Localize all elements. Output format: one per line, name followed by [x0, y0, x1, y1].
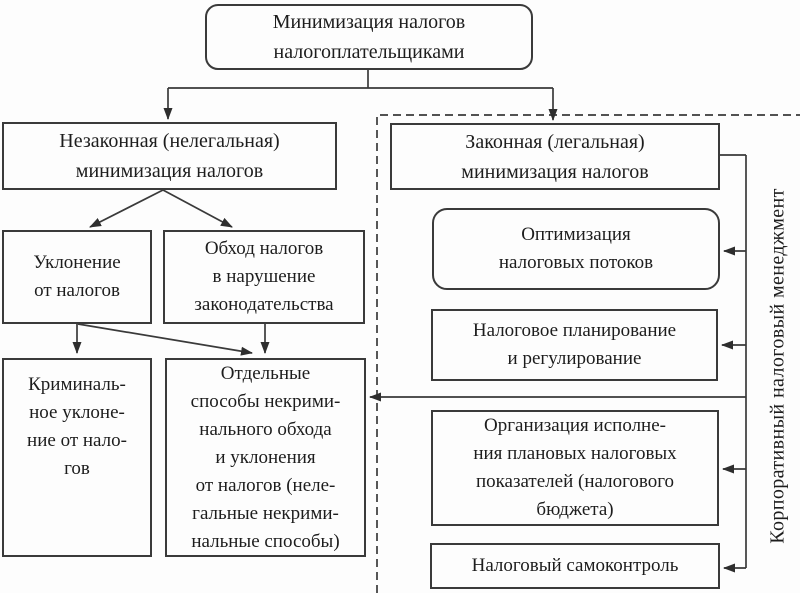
- arrow-to-evasion: [90, 190, 163, 227]
- text-line: Незаконная (нелегальная): [59, 130, 280, 152]
- text-line: ния плановых налоговых: [473, 443, 677, 464]
- arrow-to-circumvention: [163, 190, 232, 227]
- node-legal-minimization: [390, 123, 720, 190]
- text-line: Налоговый самоконтроль: [471, 555, 679, 576]
- text-line: Налоговое планирование: [472, 320, 677, 341]
- node-tax-circumvention: [163, 230, 365, 324]
- text-line: и уклонения: [215, 446, 316, 468]
- text-line: минимизация налогов: [461, 160, 649, 183]
- text-line: бюджета): [536, 499, 614, 520]
- text-line: Отдельные: [220, 362, 311, 384]
- text-line: гальные некрими-: [192, 502, 339, 524]
- text-line: нальные способы): [191, 530, 340, 552]
- text-line: Оптимизация: [521, 224, 631, 245]
- text-line: налоговых потоков: [498, 252, 654, 273]
- text-line: от налогов: [34, 280, 120, 301]
- text-line: Уклонение: [33, 252, 121, 273]
- node-root: [205, 4, 533, 70]
- text-line: Минимизация налогов: [272, 11, 466, 33]
- node-illegal-minimization: [2, 122, 337, 190]
- text-line: показателей (налогового: [475, 471, 675, 492]
- side-label-corporate-tax-management: Корпоративный налоговый менеджмент: [766, 188, 789, 544]
- node-tax-selfcontrol: [430, 543, 720, 589]
- text-line: гов: [64, 458, 90, 479]
- node-criminal-evasion: [2, 358, 152, 557]
- text-line: от налогов (неле-: [195, 474, 336, 496]
- text-line: Обход налогов: [204, 238, 324, 259]
- text-line: в нарушение: [212, 266, 316, 287]
- text-line: налогоплательщиками: [273, 41, 465, 63]
- text-line: законодательства: [194, 294, 334, 315]
- text-line: нального обхода: [199, 418, 332, 440]
- text-line: Криминаль-: [28, 374, 126, 395]
- text-line: способы некрими-: [190, 390, 341, 412]
- arrow-evasion-to-separate: [78, 324, 252, 353]
- text-line: Законная (легальная): [465, 130, 645, 153]
- node-separate-methods: [165, 358, 366, 557]
- node-tax-evasion: [2, 230, 152, 324]
- text-line: Организация исполне-: [484, 415, 666, 436]
- text-line: минимизация налогов: [75, 160, 264, 182]
- node-budget-execution: [431, 410, 719, 526]
- text-line: ное уклоне-: [29, 402, 125, 423]
- node-tax-planning: [431, 309, 718, 381]
- node-tax-flow-optimization: [432, 208, 720, 290]
- text-line: ние от нало-: [27, 430, 127, 451]
- text-line: и регулирование: [507, 348, 642, 369]
